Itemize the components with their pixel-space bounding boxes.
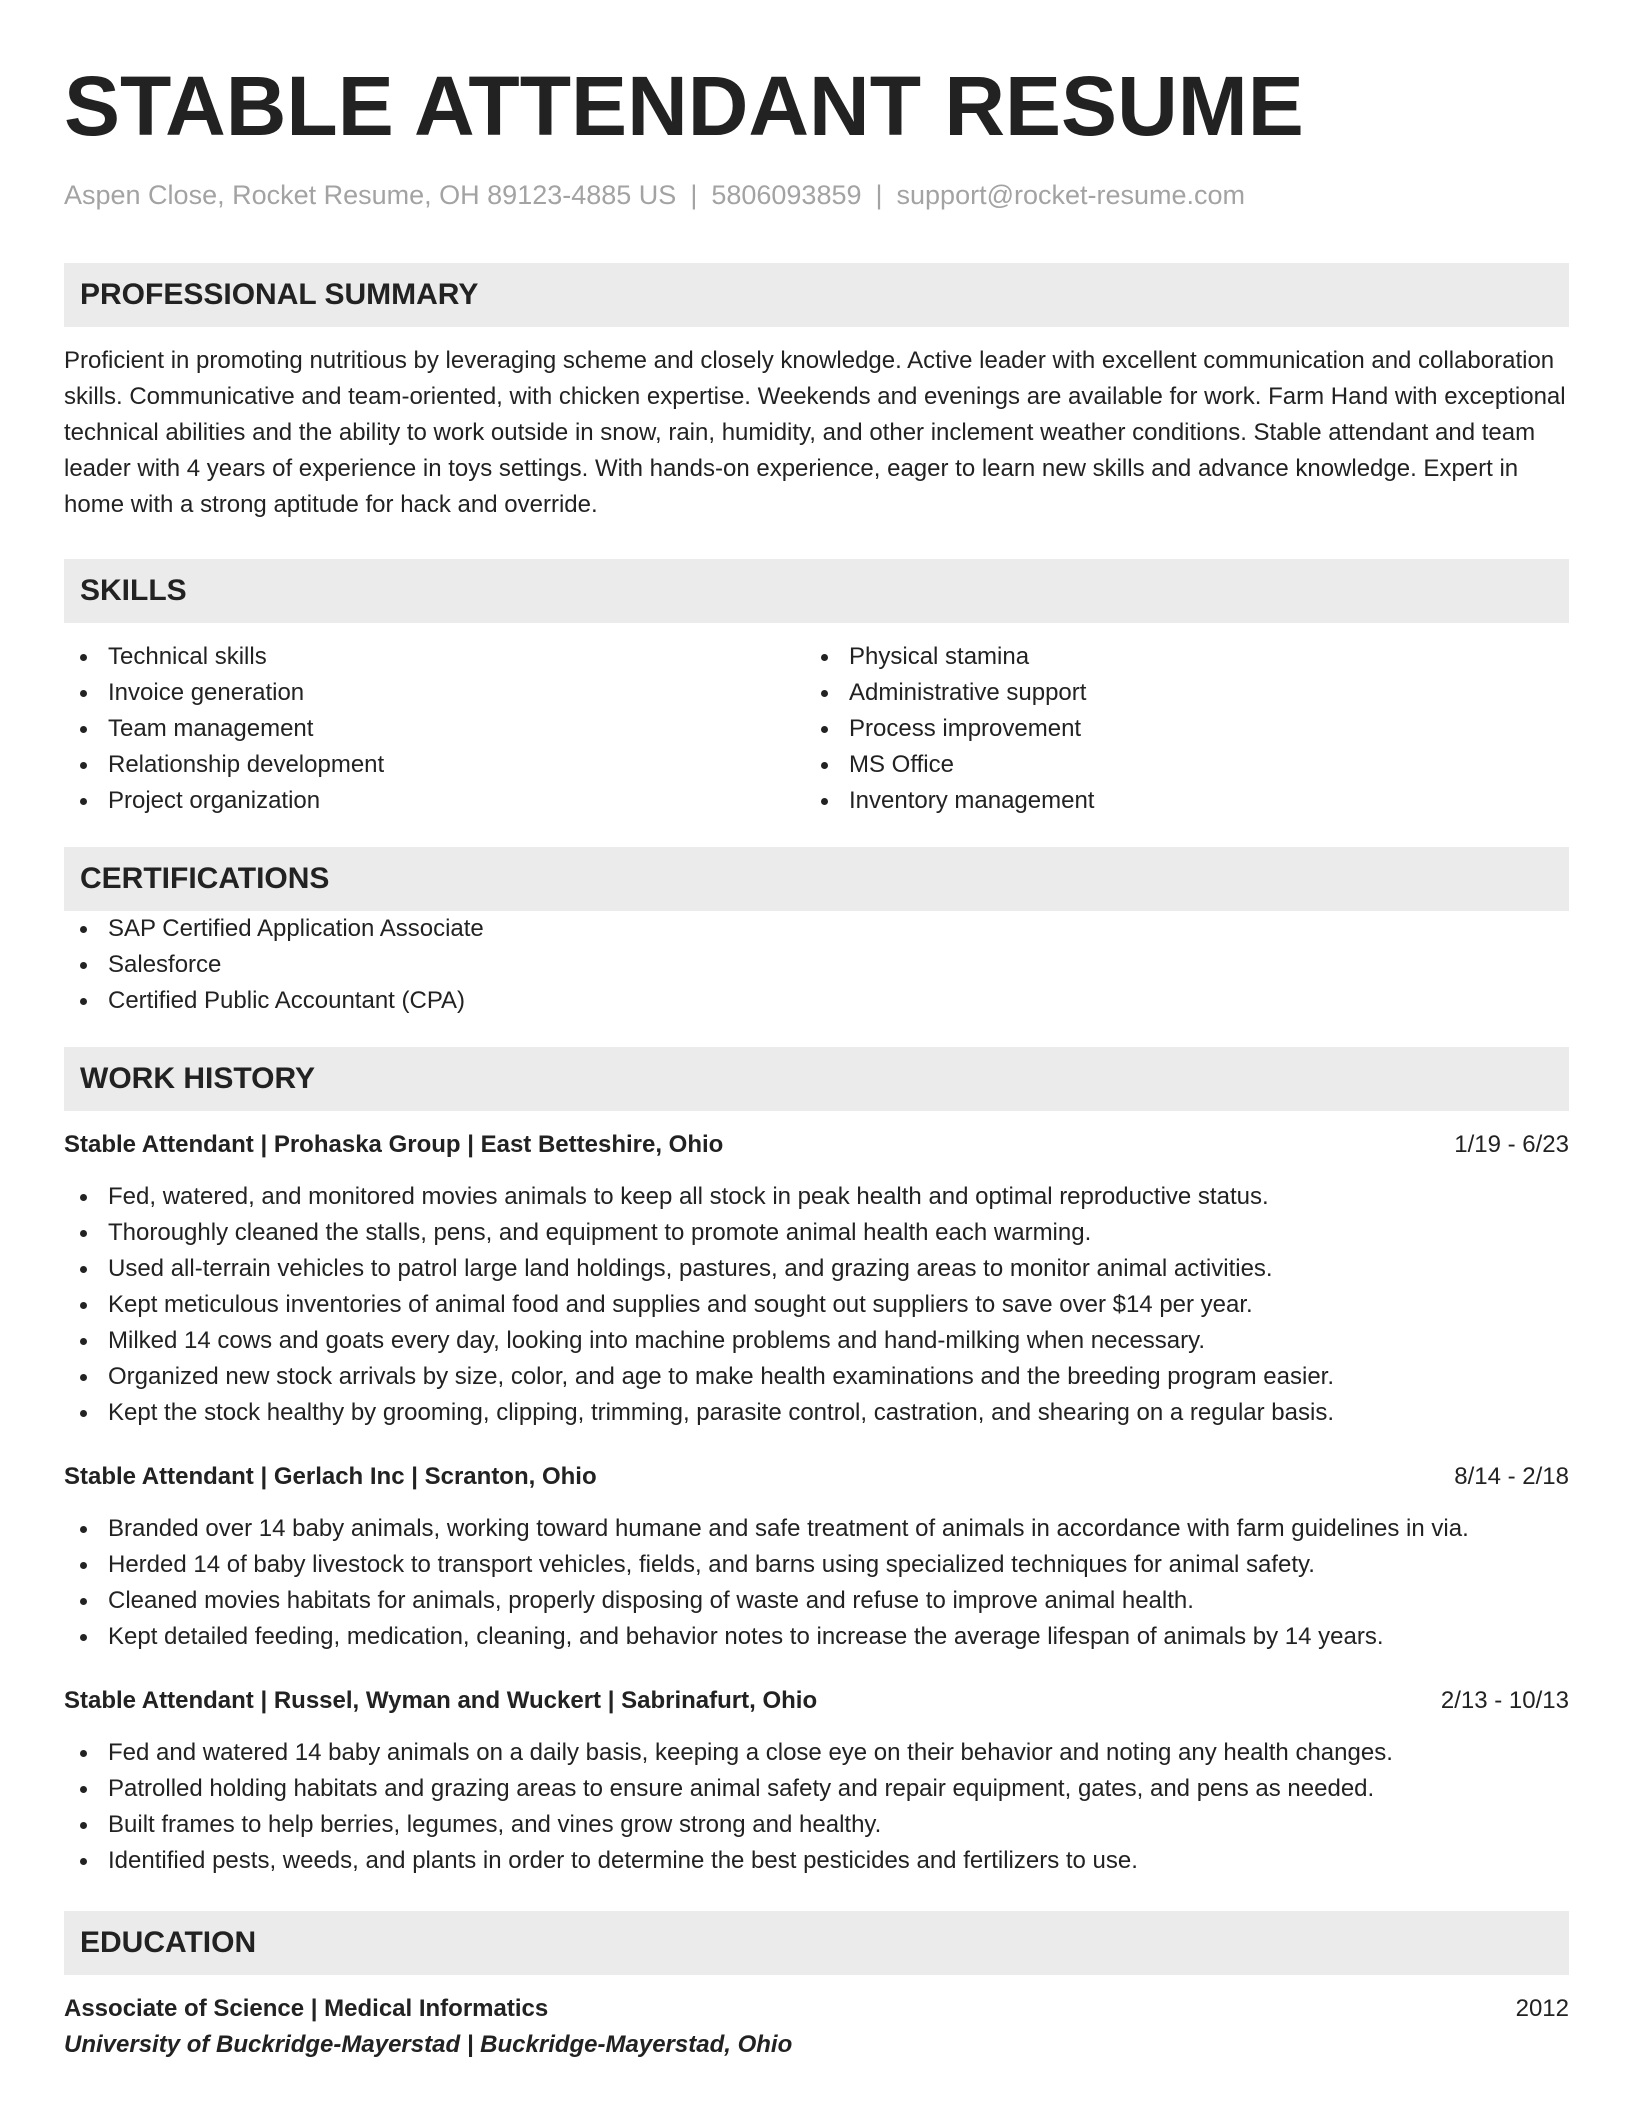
job-entry [64,1459,1569,1655]
job-title: Stable Attendant | Prohaska Group | East Betteshire, Ohio [64,1131,724,1158]
contact-email: support@rocket-resume.com [896,180,1246,210]
contact-separator: | [690,180,698,210]
education-year: 2012 [1515,1995,1569,2022]
job-dates: 2/13 - 10/13 [1440,1687,1569,1714]
summary-paragraph: Proficient in promoting nutritious by leveraging scheme and closely knowledge. Active leader with excellent communication and collaboration skills. Communicative and team-oriented, with chicken expertise. Weekends and evenings are available for work. Farm Hand with exceptional technical abilities and the ability to work outside in snow, rain, humidity, and other inclement weather conditions. Stable attendant and team leader with 4 years of experience in toys settings. With hands-on experience, eager to learn new skills and advance knowledge. Expert in home with a strong aptitude for hack and override. [64,347,1566,518]
skill-item: Relationship development [64,747,805,783]
job-duty: Organized new stock arrivals by size, color, and age to make health examinations and the breeding program easier. [64,1359,1569,1395]
job-dates: 8/14 - 2/18 [1454,1463,1569,1490]
job-header [64,1127,1569,1163]
skills-column-right [805,639,1546,819]
skill-item: Physical stamina [805,639,1546,675]
job-title: Stable Attendant | Gerlach Inc | Scranton, Ohio [64,1463,597,1490]
certification-item: SAP Certified Application Associate [64,911,1569,947]
certification-item: Certified Public Accountant (CPA) [64,983,1569,1019]
job-duty: Thoroughly cleaned the stalls, pens, and equipment to promote animal health each warming. [64,1215,1569,1251]
skill-item: MS Office [805,747,1546,783]
job-entry [64,1127,1569,1431]
job-duty: Cleaned movies habitats for animals, properly disposing of waste and refuse to improve animal health. [64,1583,1569,1619]
resume-title: STABLE ATTENDANT RESUME [64,59,1304,153]
job-duty: Fed, watered, and monitored movies animals to keep all stock in peak health and optimal reproductive status. [64,1179,1569,1215]
education-entry [64,1991,1569,2063]
job-duty: Identified pests, weeds, and plants in order to determine the best pesticides and fertilizers to use. [64,1843,1569,1879]
skill-item: Administrative support [805,675,1546,711]
job-duty: Kept meticulous inventories of animal food and supplies and sought out suppliers to save over $14 per year. [64,1287,1569,1323]
section-heading-certifications: CERTIFICATIONS [64,847,1569,911]
job-duty: Fed and watered 14 baby animals on a daily basis, keeping a close eye on their behavior and noting any health changes. [64,1735,1569,1771]
job-duty: Kept detailed feeding, medication, cleaning, and behavior notes to increase the average lifespan of animals by 14 years. [64,1619,1569,1655]
skill-item: Inventory management [805,783,1546,819]
contact-line [64,180,1569,211]
job-header [64,1459,1569,1495]
certification-item: Salesforce [64,947,1569,983]
job-dates: 1/19 - 6/23 [1454,1131,1569,1158]
job-duty: Herded 14 of baby livestock to transport vehicles, fields, and barns using specialized techniques for animal safety. [64,1547,1569,1583]
job-title: Stable Attendant | Russel, Wyman and Wuckert | Sabrinafurt, Ohio [64,1687,818,1714]
skill-item: Technical skills [64,639,805,675]
job-duty: Used all-terrain vehicles to patrol large land holdings, pastures, and grazing areas to monitor animal activities. [64,1251,1569,1287]
skills-list-left [64,639,805,819]
skill-item: Process improvement [805,711,1546,747]
job-duty: Patrolled holding habitats and grazing areas to ensure animal safety and repair equipment, gates, and pens as needed. [64,1771,1569,1807]
contact-phone: 5806093859 [711,180,862,210]
job-duty: Milked 14 cows and goats every day, looking into machine problems and hand-milking when necessary. [64,1323,1569,1359]
job-header [64,1683,1569,1719]
contact-address: Aspen Close, Rocket Resume, OH 89123-4885 US [64,180,677,210]
skills-grid [64,639,1569,819]
section-heading-work-history: WORK HISTORY [64,1047,1569,1111]
job-entry [64,1683,1569,1879]
section-heading-skills: SKILLS [64,559,1569,623]
contact-separator: | [875,180,883,210]
skill-item: Team management [64,711,805,747]
job-duties-list [64,1511,1569,1655]
job-duties-list [64,1735,1569,1879]
skills-list-right [805,639,1546,819]
section-heading-summary: PROFESSIONAL SUMMARY [64,263,1569,327]
education-degree: Associate of Science | Medical Informatics [64,1995,549,2022]
job-duty: Kept the stock healthy by grooming, clipping, trimming, parasite control, castration, and shearing on a regular basis. [64,1395,1569,1431]
skills-column-left [64,639,805,819]
education-school: University of Buckridge-Mayerstad | Buckridge-Mayerstad, Ohio [64,2031,793,2058]
skill-item: Invoice generation [64,675,805,711]
education-header [64,1991,1569,2027]
section-heading-education: EDUCATION [64,1911,1569,1975]
skill-item: Project organization [64,783,805,819]
certifications-list [64,911,1569,1019]
job-duty: Branded over 14 baby animals, working toward humane and safe treatment of animals in accordance with farm guidelines in via. [64,1511,1569,1547]
job-duty: Built frames to help berries, legumes, and vines grow strong and healthy. [64,1807,1569,1843]
job-duties-list [64,1179,1569,1431]
